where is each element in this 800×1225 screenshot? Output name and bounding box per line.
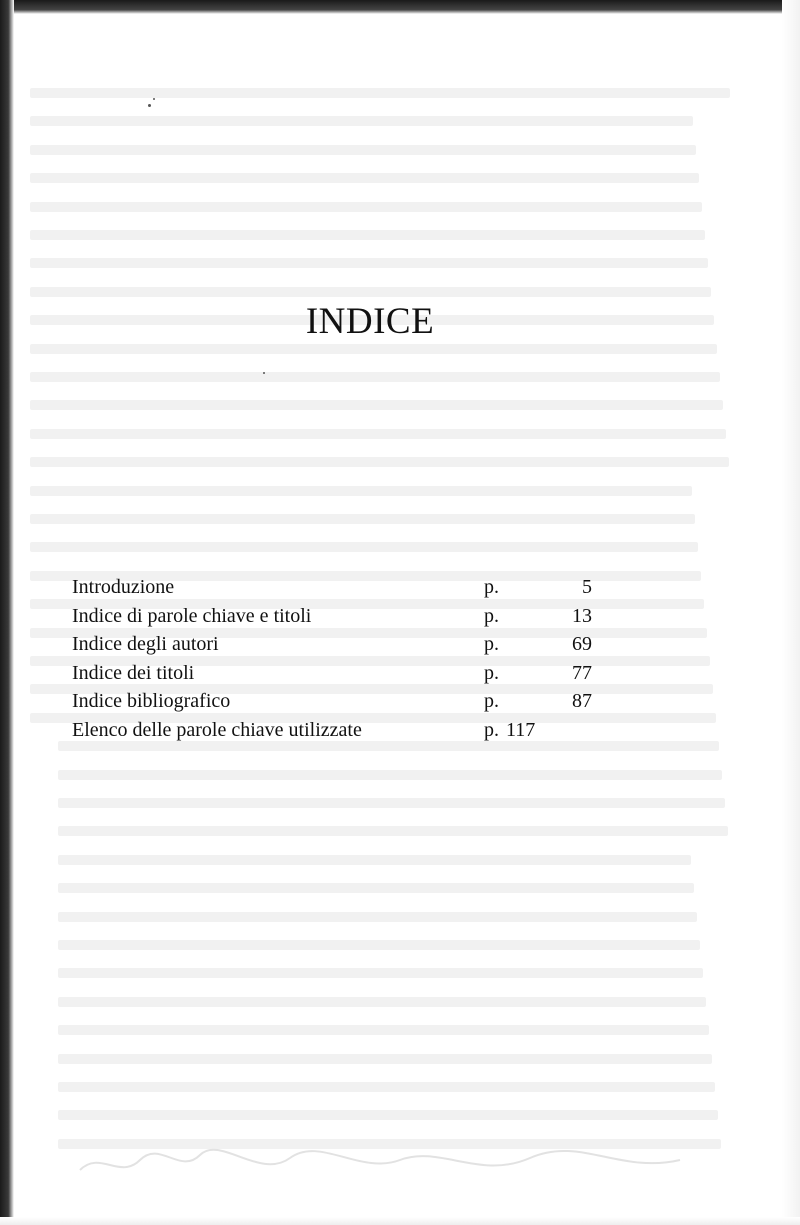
speck-mark [263,372,265,374]
bleed-line [58,855,691,865]
bleed-line [58,1025,709,1035]
bleed-line [30,372,720,382]
toc-entry-label: Introduzione [72,576,175,598]
bleed-line [58,883,694,893]
toc-page-prefix: p. [484,661,499,684]
handwritten-scribble [60,1130,740,1190]
bleed-line [30,429,726,439]
toc-entry-label: Indice bibliografico [72,690,231,713]
toc-page-prefix: p. [484,576,499,598]
bleed-line [30,173,699,183]
bleed-line [30,202,702,212]
bleed-line [30,400,723,410]
bleed-line [58,1054,712,1064]
bleed-line [30,287,711,297]
toc-page-prefix: p. [484,604,499,627]
bleed-line [58,770,722,780]
scan-edge-bottom [0,1217,800,1225]
table-of-contents [72,573,592,745]
toc-entry [72,573,592,602]
toc-page-number: 13 [572,604,592,627]
toc-page-number: 117 [506,718,536,741]
toc-page-number: 77 [572,661,592,684]
toc-page-prefix: p. [484,633,499,656]
toc-page-number: 5 [582,576,592,598]
bleed-line [30,230,705,240]
bleed-line [58,912,697,922]
bleed-line [58,826,728,836]
toc-entry [72,687,592,716]
bleed-line [58,968,703,978]
page-title: INDICE [305,301,435,342]
bleed-line [30,145,696,155]
bleed-line [30,542,698,552]
bleed-line [30,88,730,98]
toc-entry [72,716,592,745]
bleed-line [58,940,700,950]
toc-entry [72,602,592,631]
speck-mark [153,98,155,100]
bleed-line [30,486,692,496]
toc-entry-label: Indice di parole chiave e titoli [72,604,312,627]
toc-entry-label: Indice degli autori [72,633,219,656]
bleed-line [30,514,695,524]
bleed-line [58,798,725,808]
toc-page-number: 69 [572,633,592,656]
scan-edge-right [782,0,800,1225]
toc-entry [72,659,592,688]
toc-entry-label: Elenco delle parole chiave utilizzate [72,718,362,741]
toc-page-prefix: p. [484,718,499,741]
bleed-line [30,457,729,467]
bleed-line [58,1110,718,1120]
bleed-line [58,1082,715,1092]
scan-edge-top [0,0,800,14]
bleed-line [30,344,717,354]
scan-edge-left [0,0,14,1225]
toc-entry [72,630,592,659]
bleed-line [58,997,706,1007]
toc-page-prefix: p. [484,690,499,713]
bleed-line [30,258,708,268]
toc-page-number: 87 [572,690,592,713]
bleed-line [30,116,693,126]
speck-mark [148,104,151,107]
toc-entry-label: Indice dei titoli [72,661,195,684]
